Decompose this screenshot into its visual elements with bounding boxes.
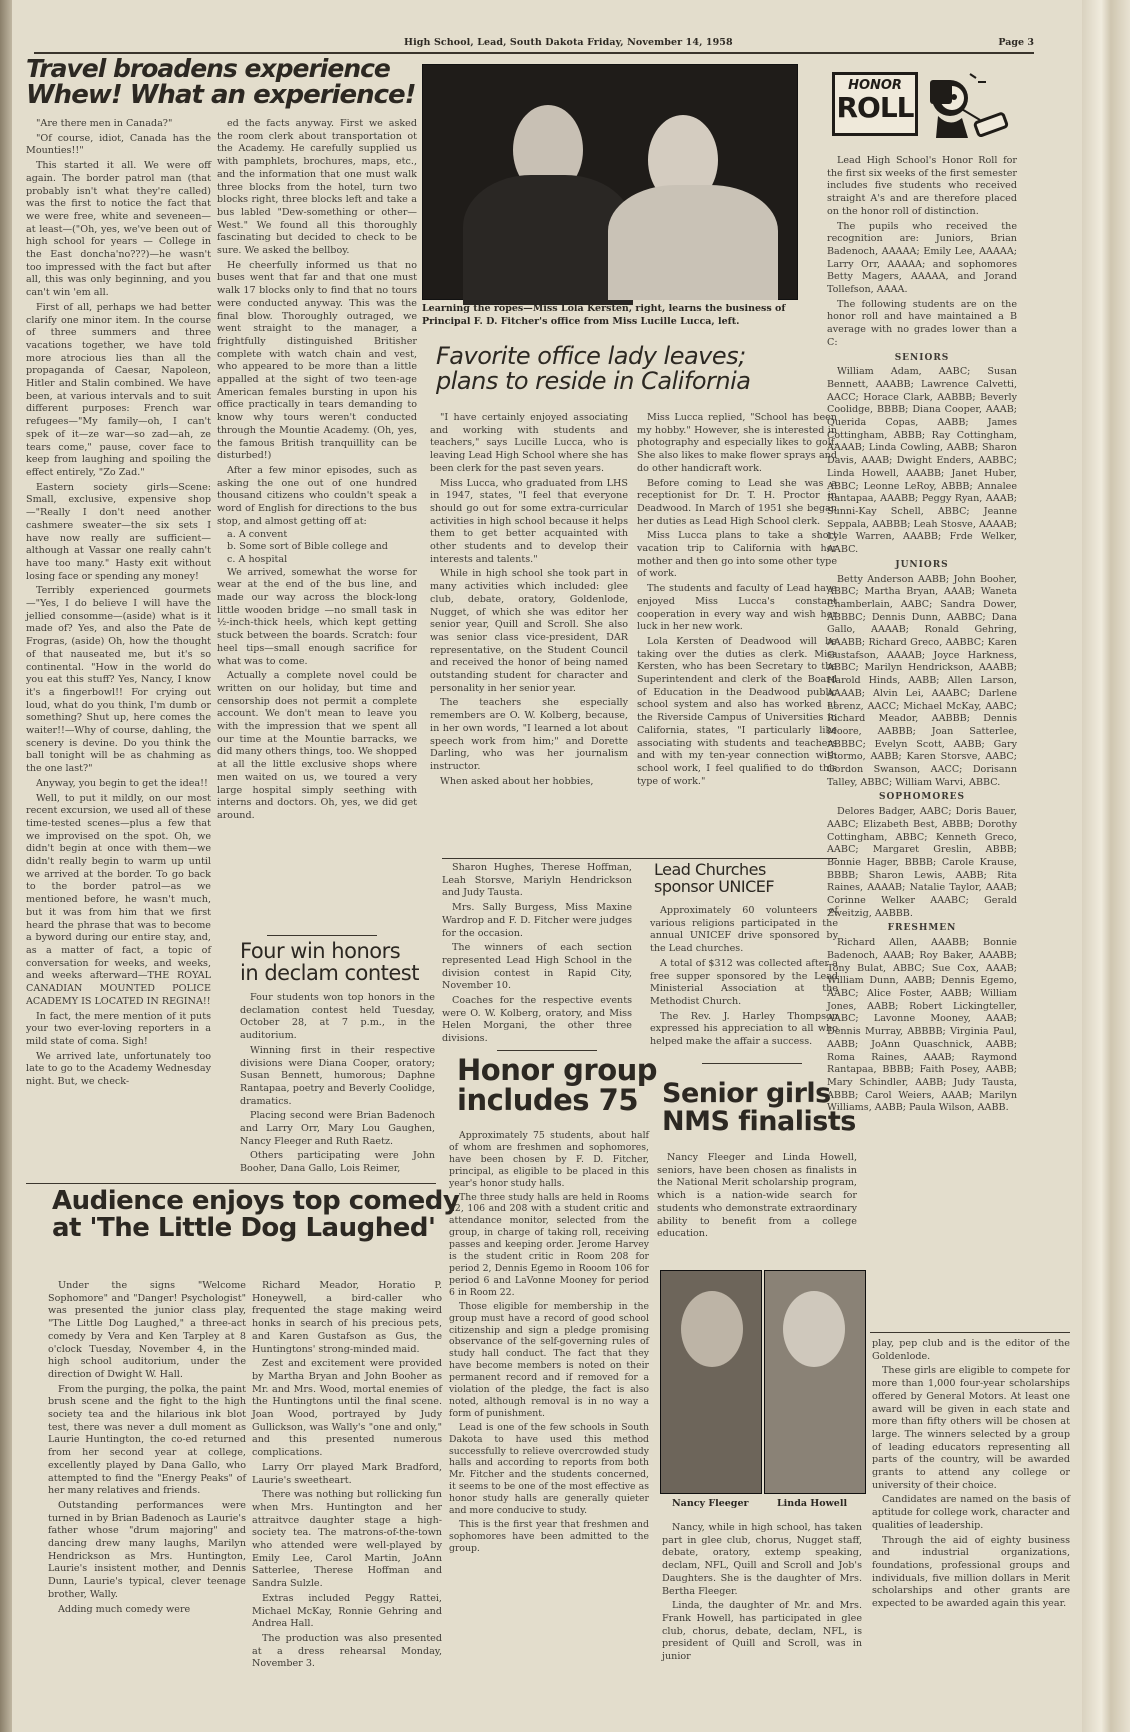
office-lady-column-1: "I have certainly enjoyed associating and working with students and teachers," says Lucille Lucca, who is leaving Lead High School where she has been clerk for the past seven years. Miss Lucca, who graduated from LHS in 1947, states, "I feel that everyone should go out for some extra-curricular activities in high school because it helps them to get better acquainted with other students and to develop their interests and talents." While in high school she took part in many activities which included: glee club, debate, oratory, Goldenlode, Nugget, of which she was editor her senior year, Quill and Scroll. She also was senior class vice-president, DAR representative, on the Student Council and received the honor of being named outstanding student for character and personality in her senior year. The teachers she especially remembers are O. W. Kolberg, because, in her own words, "I learned a lot about speech work from him;" and Dorette Darling, who was her journalism instructor. When asked about her hobbies,: [430, 412, 628, 787]
travel-column-1: "Are there men in Canada?" "Of course, idiot, Canada has the Mounties!!" This started it all. We were off again. The border patrol man (that probably isn't what they're called) was the first to notice the fact that we were free, white and seveneen—at least—("Oh, yes, we've been out of high school for years — College in the East doncha'no???)—he wasn't too impressed with the fact but after all, this was only beginning, and you can't win 'em all. First of all, perhaps we had better clarify one minor item. In the course of three summers and three vacations together, we have told more atrocious lies than all the propaganda of Caesar, Napoleon, Hitler and Stalin combined. We have been, at various intervals and to suit different purposes: French war refugees—"My family—oh, I can't spek of it—ze war—so zad—ah, ze tears come," pause, cover face to keep from laughing and spoiling the effect entirely, "Zo Zad." Eastern society girls—Scene: Small, exclusive, expensive shop—"Really I don't need another cashmere sweater—the six sets I have now really are sufficient—although at Vassar one really cahn't have too many." Hasty exit without losing face or spending any money! Terribly experienced gourmets —"Yes, I do believe I will have the jellied consomme—(aside) what is it made of? Yes, and also the Pate de Frogras, (aside) Oh, how the thought of that nauseated me, but it's so continental. "How in the world do you eat this stuff? Yes, Nancy, I know it's a fingerbowl!! For crying out loud, what do you think, I'm dumb or something? Shut up, here comes the waiter!!—Why of course, dahling, the scenery is devine. Do you think the ball tonight will be as chahming as the one last?" Anyway, you begin to get the idea!! Well, to put it mildly, on our most recent excursion, we used all of these time-tested scenes—plus a few that we improvised on the spot. Oh, we didn't begin at once with them—we didn't really begin to warm up until we arrived at the border. To go back to the border patrol—as we mentioned before, he wasn't much, but it was from him that we first heard the phrase that was to become a byword during our entire stay, and, as a matter of fact, a topic of conversation for weeks, and weeks, and weeks afterward—THE ROYAL CANADIAN MOUNTED POLICE ACADEMY IS LOCATED IN REGINA!! In fact, the mere mention of it puts your two ever-loving reporters in a mild state of coma. Sigh! We arrived late, unfortunately too late to go to the Academy Wednesday night. But, we check-: [26, 118, 211, 1088]
comedy-headline: Audience enjoys top comedy at 'The Little Dog Laughed': [52, 1186, 460, 1244]
nms-intro: Nancy Fleeger and Linda Howell, seniors, have been chosen as finalists in the National Merit scholarship program, which is a nation-wide search for students who demonstrate extraordinary ability to benefit from a college education.: [657, 1152, 857, 1240]
honor-group-headline: Honor group includes 75: [457, 1053, 658, 1118]
newspaper-page: [12, 0, 1082, 1732]
nms-headline: Senior girls NMS finalists: [662, 1078, 856, 1138]
nms-continued: play, pep club and is the editor of the Goldenlode. These girls are eligible to compete for more than 1,000 four-year scholarships offered by General Motors. At least one award will be given in each state and more than fifty others will be chosen at large. The winners selected by a group of leading educators representing all parts of the country, will be awarded grants to attend any college or university of their choice. Candidates are named on the basis of aptitude for college work, character and qualities of leadership. Through the aid of eighty business and industrial organizations, foundations, professional groups and individuals, five million dollars in Merit scholarships and other grants are expected to be awarded again this year.: [872, 1338, 1070, 1610]
divider: [442, 858, 837, 859]
masthead-dateline: High School, Lead, South Dakota Friday, November 14, 1958: [404, 37, 733, 48]
honor-group-body: Approximately 75 students, about half of whom are freshmen and sophomores, have been chosen by F. D. Fitcher, principal, as eligible to be placed in this year's honor study halls. The three study halls are held in Rooms 22, 106 and 208 with a student critic and attendance monitor, selected from the group, in charge of taking roll, receiving passes and keeping order. Jerome Harvey is the student critic in Room 208 for period 2, Dennis Egemo in Rooom 106 for period 6 and LaVonne Mooney for period 6 in Room 22. Those eligible for membership in the group must have a record of good school citizenship and sign a pledge promising observance of the self-governing rules of study hall conduct. The fact that they have become members is noted on their permanent record and if removed for a violation of the pledge, the fact is also noted, although removal is in no way a form of punishment. Lead is one of the few schools in South Dakota to have used this method successfully to relieve overcrowded study halls and according to reports from both Mr. Fitcher and the students concerned, it seems to be one of the most effective as honor study halls are generally quieter and more conducive to study. This is the first year that freshmen and sophomores have been admitted to the group.: [449, 1130, 649, 1554]
comedy-column-1: Under the signs "Welcome Sophomore" and "Danger! Psychologist" was presented the junior class play, "The Little Dog Laughed," a three-act comedy by Vera and Ken Tarpley at 8 o'clock Tuesday, November 4, in the high school auditorium, under the direction of Dwight W. Hall. From the purging, the polka, the paint brush scene and the fight to the high society tea and the hilarious ink blot test, there was never a dull moment as Laurie Huntington, the co-ed returned from her second year at college, excellently played by Dana Gallo, who attempted to find the "Energy Peaks" of her many relatives and friends. Outstanding performances were turned in by Brian Badenoch as Laurie's father whose "drum majoring" and dancing drew many laughs, Marilyn Hendrickson as Mrs. Huntington, Laurie's insistent mother, and Dennis Dunn, Laurie's typical, clever teenage brother, Wally. Adding much comedy were: [48, 1280, 246, 1615]
travel-headline: Travel broadens experience Whew! What an experience!: [26, 54, 416, 111]
masthead: [34, 34, 1034, 50]
photo-nancy-fleeger: [660, 1270, 762, 1494]
office-lady-headline: Favorite office lady leaves; plans to reside in California: [436, 342, 751, 396]
section-seniors: SENIORS: [894, 352, 950, 363]
photo-lucca-kersten: [422, 64, 798, 300]
divider: [702, 1063, 802, 1064]
photo-name-left: Nancy Fleeger: [672, 1498, 749, 1509]
unicef-headline: Lead Churches sponsor UNICEF: [654, 860, 775, 896]
divider: [870, 1332, 1070, 1333]
divider: [267, 935, 377, 936]
section-juniors: JUNIORS: [895, 559, 949, 570]
unicef-body: Approximately 60 volunteers of various religions participated in the annual UNICEF drive sponsored by the Lead churches. A total of $312 was collected after a free supper sponsored by the Lead Ministerial Association at the Methodist Church. The Rev. J. Harley Thompson expressed his appreciation to all who helped make the affair a success.: [650, 905, 838, 1048]
divider: [26, 1183, 436, 1184]
student-with-books-icon: [920, 68, 1020, 144]
declam-headline: Four win honors in declam contest: [240, 939, 419, 986]
photo-name-right: Linda Howell: [777, 1498, 848, 1509]
honor-roll-logo: [832, 68, 1022, 144]
travel-column-2: ed the facts anyway. First we asked the room clerk about transportation ot the Academy. He carefully supplied us with pamphlets, brochures, maps, etc., and the information that one must walk three blocks from the hotel, turn two blocks right, three blocks left and take a bus labled "Dew-something or other—West." We found all this thoroughly fascinating but decided to check to be sure. We asked the bellboy. He cheerfully informed us that no buses went that far and that one must walk 17 blocks only to find that no tours were conducted anyway. This was the final blow. Thoroughly outraged, we went straight to the manager, a frightfully distinguished Britisher complete with watch chain and vest, who appeared to be more than a little appalled at the sight of two teen-age American females bursting in upon his office practically in tears demanding to know why tours weren't conducted through the Mountie Academy. (Oh, yes, the famous British tranquillity can be disturbed!) After a few minor episodes, such as asking the one out of one hundred thousand citizens who couldn't speak a word of English for directions to the bus stop, and almost getting off at: a. A convent b. Some sort of Bible college and c. A hospital We arrived, somewhat the worse for wear at the end of the bus line, and made our way across the block-long little wooden bridge —no small task in ½-inch-thick heels, which kept getting stuck between the boards. Scratch: four heel tips—small enough sacrifice for what was to come. Actually a complete novel could be written on our holiday, but time and censorship does not permit a complete account. We don't mean to leave you with the impression that we spent all our time at the Mountie barracks, we did many others things, too. We shopped at all the little exclusive shops where men waited on us, we toured a very large hospital simply seething with interns and doctors. Oh, yes, we did get around.: [217, 118, 417, 821]
photo-linda-howell: [764, 1270, 866, 1494]
photo-caption: Learning the ropes—Miss Lola Kersten, right, learns the business of Principal F. D. Fitcher's office from Miss Lucille Lucca, left.: [422, 303, 786, 327]
divider: [497, 1050, 597, 1051]
declam-column-2: Sharon Hughes, Therese Hoffman, Leah Storsve, Mariyln Hendrickson and Judy Tausta. Mrs. Sally Burgess, Miss Maxine Wardrop and F. D. Fitcher were judges for the occasion. The winners of each section represented Lead High School in the division contest in Rapid City, November 10. Coaches for the respective events were O. W. Kolberg, oratory, and Miss Helen Morgani, the other three divisions.: [442, 862, 632, 1045]
section-sophomores: SOPHOMORES: [878, 792, 966, 803]
nms-body: Nancy, while in high school, has taken part in glee club, chorus, Nugget staff, debate, oratory, extemp speaking, declam, NFL, Quill and Scroll and Job's Daughters. She is the daughter of Mrs. Bertha Fleeger. Linda, the daughter of Mr. and Mrs. Frank Howell, has participated in glee club, chorus, debate, declam, NFL, is president of Quill and Scroll, was in junior: [662, 1522, 862, 1663]
honor-roll-box: HONOR ROLL: [832, 72, 918, 136]
honor-roll-body: Lead High School's Honor Roll for the first six weeks of the first semester includes five students who received straight A's and are therefore placed on the honor roll of distinction. The pupils who received the recognition are: Juniors, Brian Badenoch, AAAAA; Emily Lee, AAAAA; Larry Orr, AAAAA; and sophomores Betty Magers, AAAAA, and Jorand Tollefson, AAAA. The following students are on the honor roll and have maintained a B average with no grades lower than a C: SENIORS William Adam, AABC; Susan Bennett, AAABB; Lawrence Calvetti, AACC; Horace Clark, AABBB; Beverly Coolidge, BBBB; Diana Cooper, AAAB; Querida Copas, AABB; James Cottingham, ABBB; Ray Cottingham, AAAAB; Linda Cowling, AABB; Sharon Davis, AAAB; Dwight Enders, AABBC; Linda Howell, AAABB; Janet Huber, ABBC; Leonne LeRoy, ABBB; Annalee Rantapaa, AAABB; Peggy Ryan, AAAB; Sunni-Kay Schell, ABBC; Jeanne Seppala, AABBB; Leah Stosve, AAAAB; Lyle Warren, AAABB; Frde Welker, AABC. JUNIORS Betty Anderson AABB; John Booher, ABBC; Martha Bryan, AAAB; Waneta Chamberlain, AABC; Sandra Dower, ABBBC; Dennis Dunn, AABBC; Dana Gallo, AAAAB; Ronald Gehring, AAABB; Richard Greco, AABBC; Karen Gustafson, AAAAB; Joyce Harkness, ABBC; Marilyn Hendrickson, AAABB; Harold Hinds, AABB; Allen Larson, AAAAB; Alvin Lei, AAABC; Darlene Lorenz, AACC; Michael McKay, AABC; Richard Meador, AABBB; Dennis Moore, AABBB; Joan Satterlee, ABBBC; Evelyn Scott, AABB; Gary Stormo, AABB; Karen Storsve, AABC; Gordon Swanson, AACC; Dorisann Talley, ABBC; William Warvi, ABBC. SOPHOMORES Delores Badger, AABC; Doris Bauer, AABC; Elizabeth Best, ABBB; Dorothy Cottingham, ABBC; Kenneth Greco, AABC; Margaret Greslin, ABBB; Bonnie Hager, BBBB; Carole Krause, BBBB; Sharon Lewis, AABB; Rita Raines, AAAAB; Natalie Taylor, AAAB; Corinne Welker AAABC; Gerald Zweitzig, AABBB. FRESHMEN Richard Allen, AAABB; Bonnie Badenoch, AAAB; Roy Baker, AAABB; Tony Bulat, ABBC; Sue Cox, AAAB; William Dunn, AABB; Dennis Egemo, AABC; Alice Foster, AABB; William Jones, AABB; Robert Lickingteller, AABC; Lavonne Mooney, AAAB; Dennis Murray, ABBBB; Virginia Paul, AABB; JoAnn Quaschnick, AABB; Roma Raines, AAAB; Raymond Rantapaa, BBBB; Faith Posey, AABB; Mary Schindler, AABB; Judy Tausta, ABBB; Carol Weiers, AAAB; Marilyn Williams, AABB; Paula Wilson, AABB.: [827, 155, 1017, 1114]
page-number: Page 3: [998, 37, 1034, 48]
travel-list: a. A convent b. Some sort of Bible college and c. A hospital: [227, 528, 388, 565]
section-freshmen: FRESHMEN: [887, 923, 957, 934]
comedy-column-2: Richard Meador, Horatio P. Honeywell, a bird-caller who frequented the stage making weird honks in search of his precious pets, and Karen Gustafson as Gus, the Huntingtons' strong-minded maid. Zest and excitement were provided by Martha Bryan and John Booher as Mr. and Mrs. Wood, mortal enemies of the Huntingtons until the final scene. Joan Wood, portrayed by Judy Gullickson, was Wally's "one and only," and this presented numerous complications. Larry Orr played Mark Bradford, Laurie's sweetheart. There was nothing but rollicking fun when Mrs. Huntington and her attraitvce daughter stage a high-society tea. The matrons-of-the-town who attended were well-played by Emily Lee, Carol Martin, JoAnn Satterlee, Therese Hoffman and Sandra Sulzle. Extras included Peggy Rattei, Michael McKay, Ronnie Gehring and Andrea Hall. The production was also presented at a dress rehearsal Monday, November 3.: [252, 1280, 442, 1670]
declam-column-1: Four students won top honors in the declamation contest held Tuesday, October 28, at 7 p.m., in the auditorium. Winning first in their respective divisions were Diana Cooper, oratory; Susan Bennett, humorous; Daphne Rantapaa, poetry and Beverly Coolidge, dramatics. Placing second were Brian Badenoch and Larry Orr, Mary Lou Gaughen, Nancy Fleeger and Ruth Raetz. Others participating were John Booher, Dana Gallo, Lois Reimer,: [240, 992, 435, 1175]
page-edge: [1082, 0, 1130, 1732]
office-lady-column-2: Miss Lucca replied, "School has been my hobby." However, she is interested in photography and especially likes to golf. She also likes to make flower sprays and do other handicraft work. Before coming to Lead she was a receptionist for Dr. T. H. Proctor in Deadwood. In March of 1951 she began her duties as Lead High School clerk. Miss Lucca plans to take a short vacation trip to California with her mother and then go into some other type of work. The students and faculty of Lead have enjoyed Miss Lucca's constant cooperation in every way and wish her luck in her new work. Lola Kersten of Deadwood will be taking over the duties as clerk. Miss Kersten, who has been Secretary to the Superintendent and clerk of the Board of Education in the Deadwood public school system and also has worked at the Riverside Campus of Universities in California, states, "I particularly like associating with students and teachers and with my ten-year connection with school work, I feel qualified to do this type of work.": [637, 412, 837, 787]
